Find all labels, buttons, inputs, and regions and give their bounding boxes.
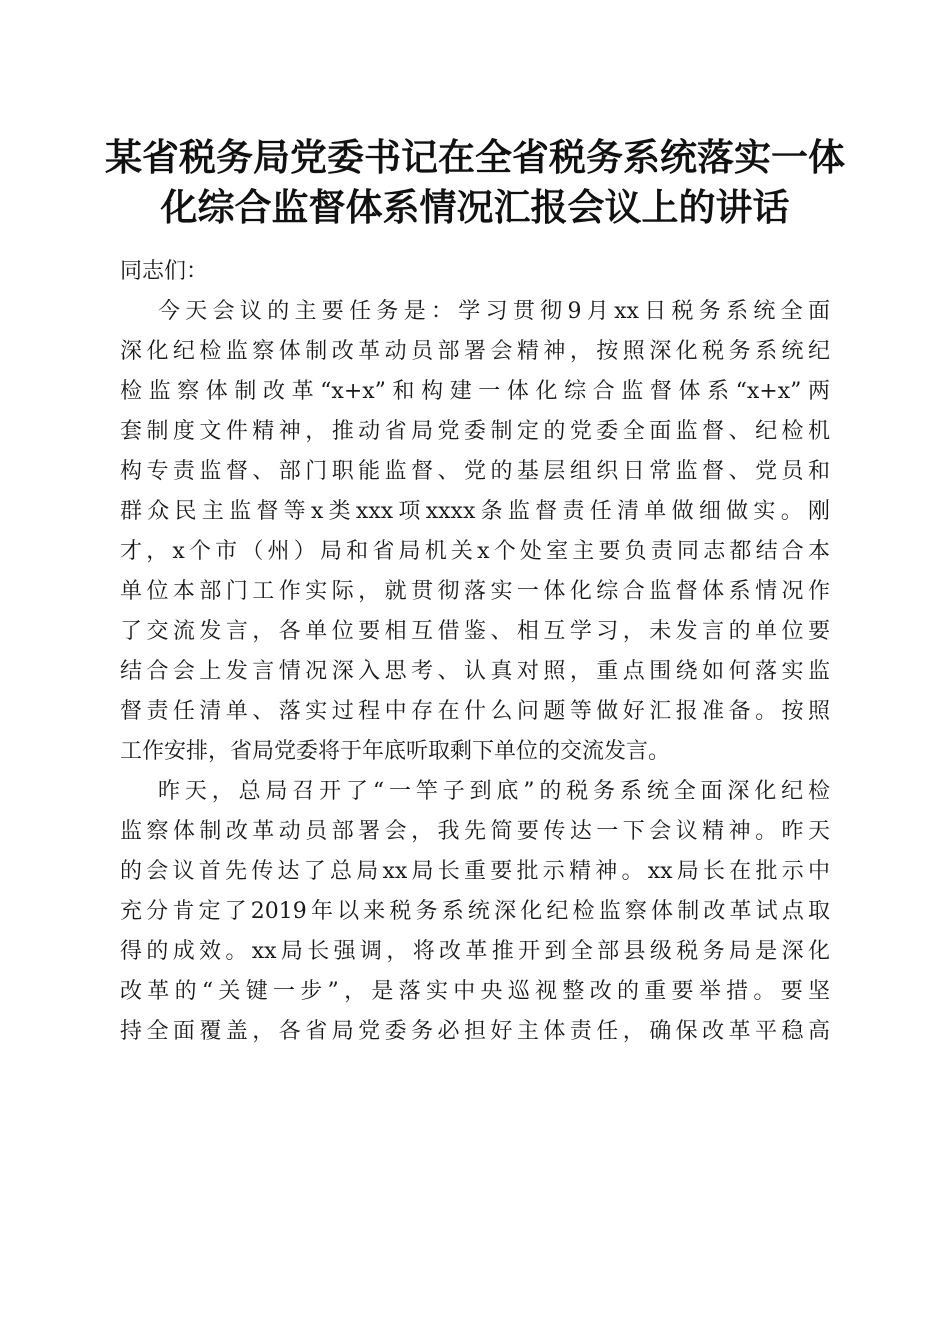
paragraph-1 — [120, 292, 830, 772]
document-title — [100, 132, 850, 232]
paragraph-line: 套制度文件精神，推动省局党委制定的党委全面监督、纪检机 — [120, 419, 830, 444]
paragraph-line: 今天会议的主要任务是：学习贯彻9月xx日税务系统全面 — [158, 299, 830, 324]
paragraph-line: 单位本部门工作实际，就贯彻落实一体化综合监督体系情况作 — [120, 579, 830, 604]
paragraph-line: 了交流发言，各单位要相互借鉴、相互学习，未发言的单位要 — [120, 619, 830, 644]
title-line: 某省税务局党委书记在全省税务系统落实一体 — [105, 135, 845, 179]
paragraph-line: 督责任清单、落实过程中存在什么问题等做好汇报准备。按照 — [120, 699, 830, 724]
paragraph-line: 改革的“关键一步”，是落实中央巡视整改的重要举措。要坚 — [120, 979, 830, 1004]
paragraph-line: 群众民主监督等x类xxx项xxxx条监督责任清单做细做实。刚 — [120, 499, 830, 524]
title-line: 化综合监督体系情况汇报会议上的讲话 — [160, 185, 790, 229]
paragraph-line: 深化纪检监察体制改革动员部署会精神，按照深化税务系统纪 — [120, 339, 830, 364]
paragraph-line: 充分肯定了2019年以来税务系统深化纪检监察体制改革试点取 — [120, 899, 830, 924]
paragraph-line: 昨天，总局召开了“一竿子到底”的税务系统全面深化纪检 — [158, 779, 830, 804]
greeting: 同志们： — [120, 259, 209, 284]
document-body — [120, 252, 830, 1052]
paragraph-line: 工作安排，省局党委将于年底听取剩下单位的交流发言。 — [120, 739, 671, 764]
paragraph-line: 构专责监督、部门职能监督、党的基层组织日常监督、党员和 — [120, 459, 830, 484]
paragraph-line: 的会议首先传达了总局xx局长重要批示精神。xx局长在批示中 — [120, 859, 830, 884]
paragraph-2 — [120, 772, 830, 1052]
paragraph-line: 结合会上发言情况深入思考、认真对照，重点围绕如何落实监 — [120, 659, 830, 684]
paragraph-line: 才，x个市（州）局和省局机关x个处室主要负责同志都结合本 — [120, 539, 830, 564]
paragraph-line: 检监察体制改革“x+x”和构建一体化综合监督体系“x+x”两 — [120, 379, 830, 404]
paragraph-line: 监察体制改革动员部署会，我先简要传达一下会议精神。昨天 — [120, 819, 830, 844]
paragraph-line: 得的成效。xx局长强调，将改革推开到全部县级税务局是深化 — [120, 939, 830, 964]
paragraph-line: 持全面覆盖，各省局党委务必担好主体责任，确保改革平稳高 — [120, 1019, 830, 1044]
